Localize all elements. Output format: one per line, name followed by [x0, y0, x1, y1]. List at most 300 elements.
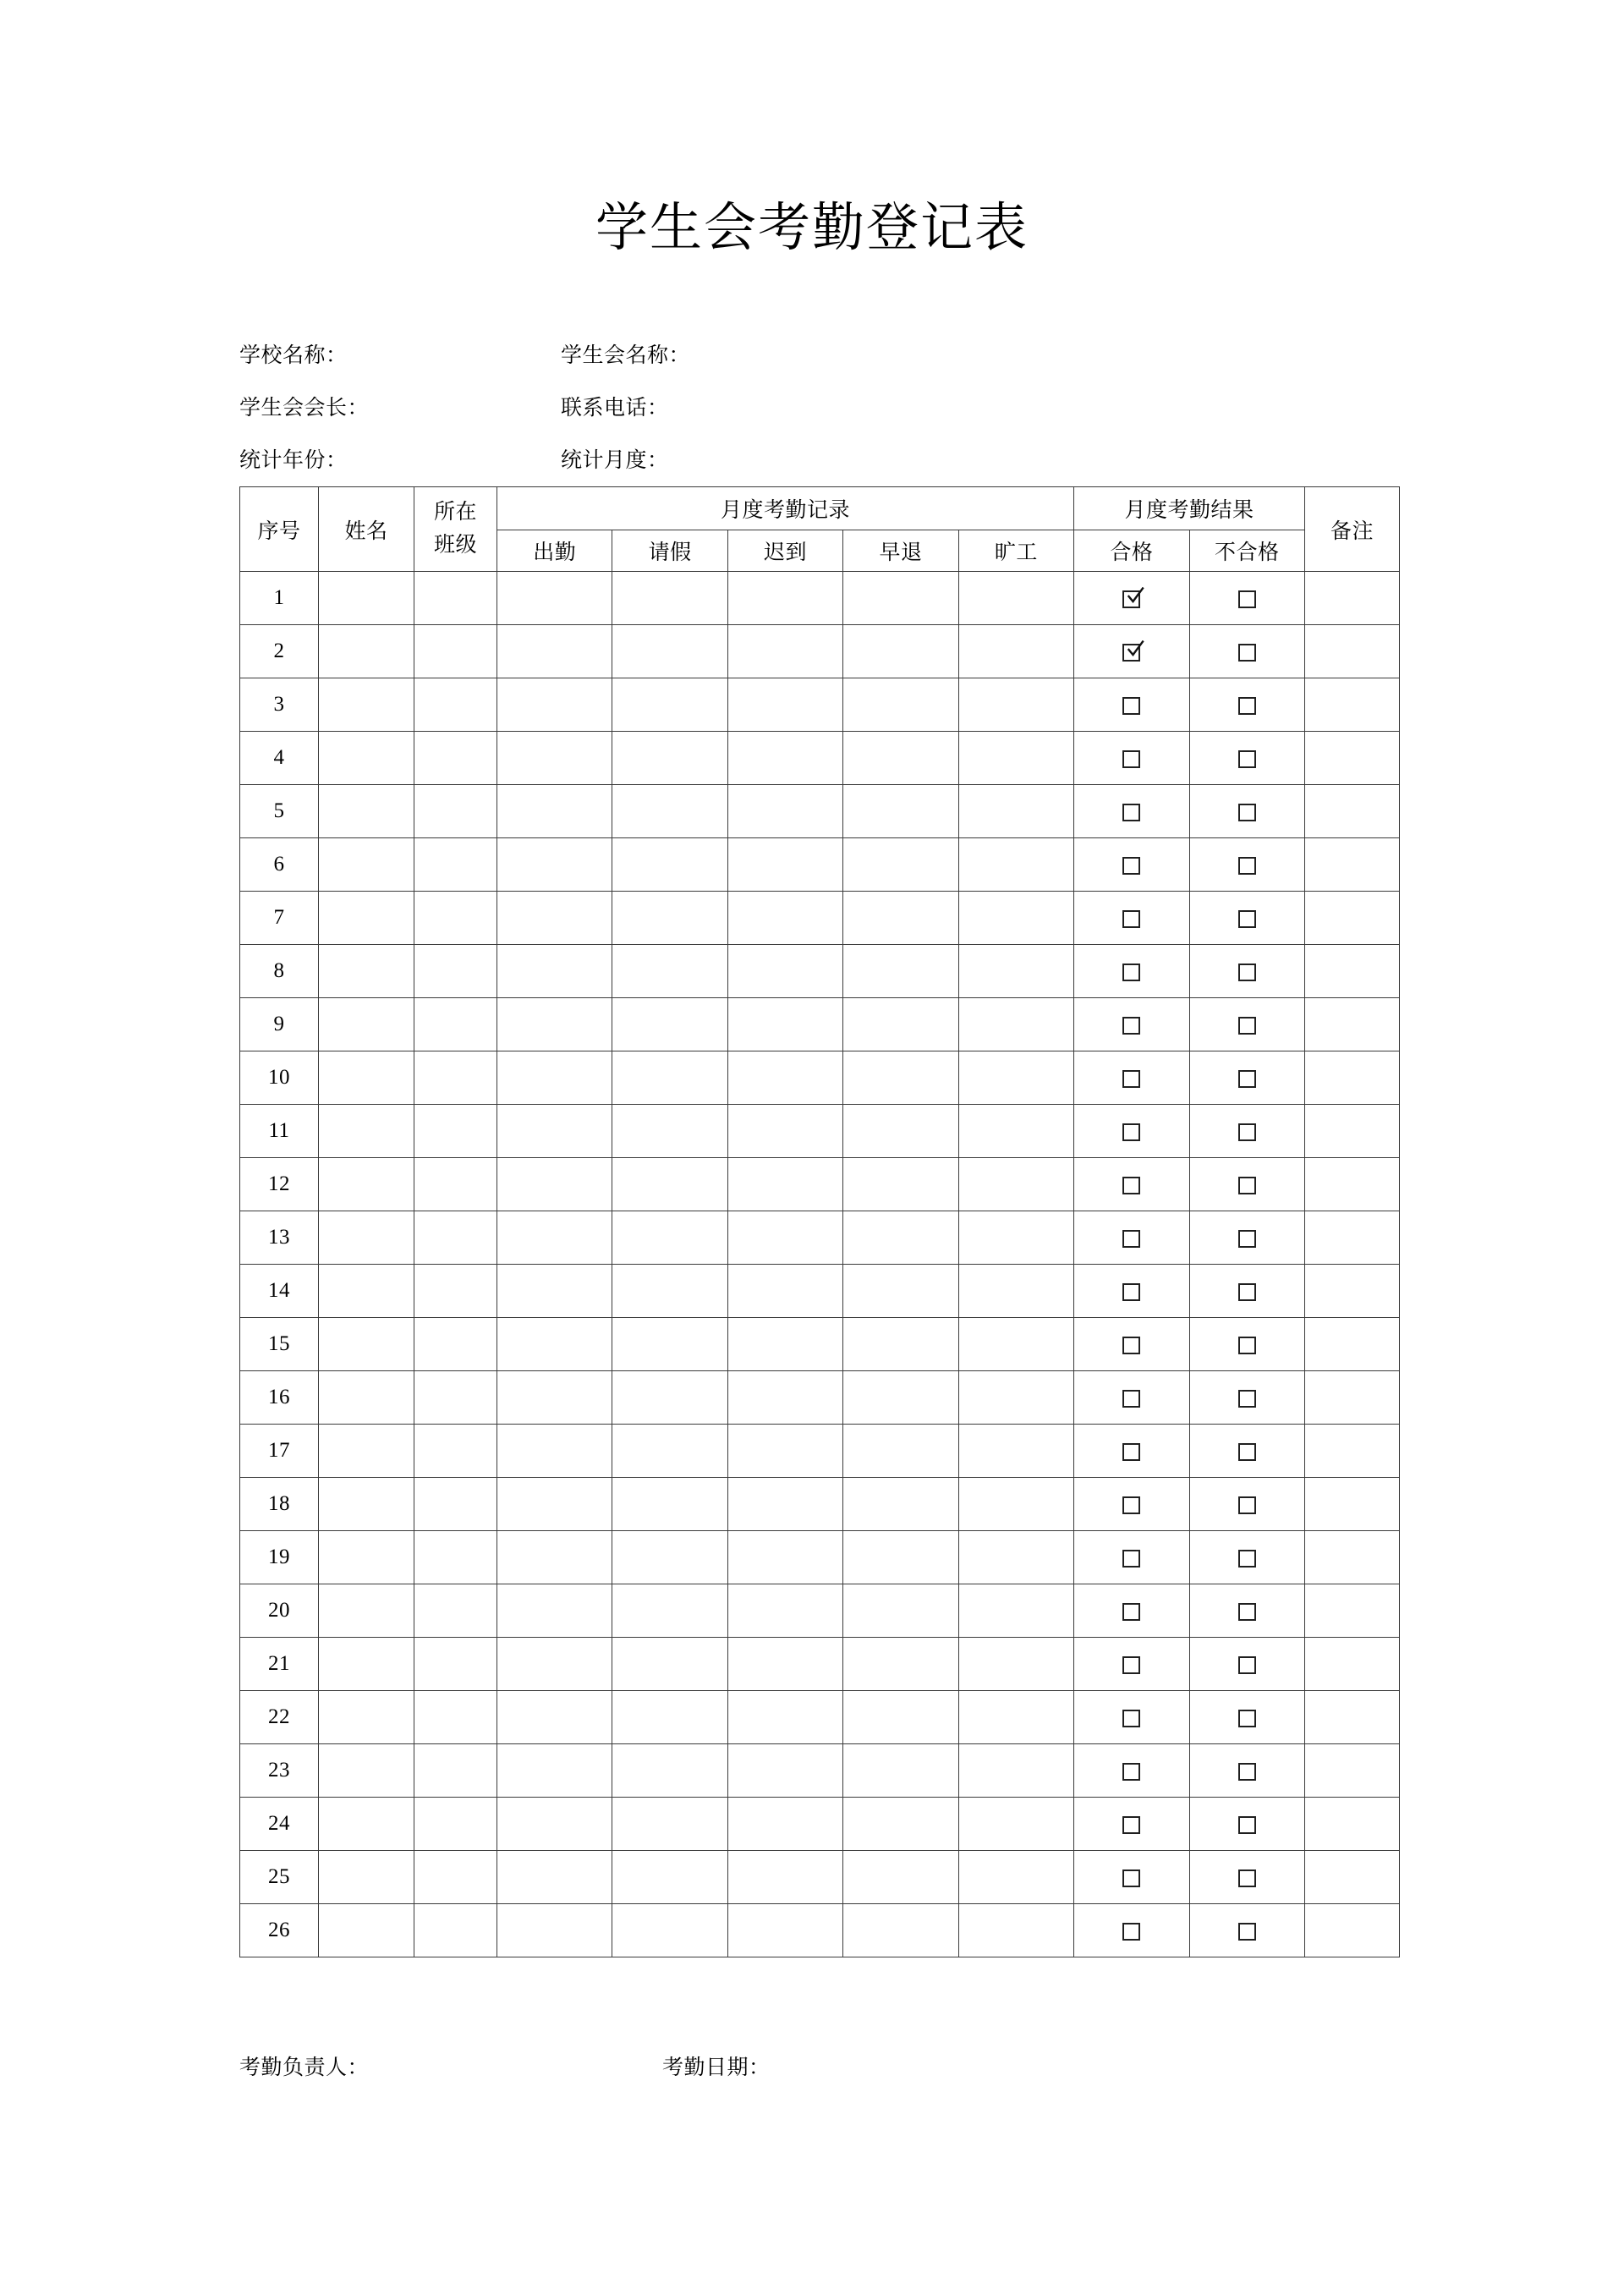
- cell-late[interactable]: [727, 625, 842, 678]
- cell-class[interactable]: [414, 1531, 497, 1584]
- result-pass-cell[interactable]: [1074, 785, 1189, 838]
- cell-present[interactable]: [497, 892, 612, 945]
- cell-late[interactable]: [727, 1265, 842, 1318]
- cell-remark[interactable]: [1305, 1904, 1400, 1957]
- result-fail-checkbox[interactable]: [1238, 1337, 1256, 1354]
- cell-name[interactable]: [319, 1371, 414, 1425]
- cell-absent[interactable]: [958, 572, 1073, 625]
- result-fail-cell[interactable]: [1189, 572, 1304, 625]
- result-fail-cell[interactable]: [1189, 1211, 1304, 1265]
- result-pass-checkbox[interactable]: [1122, 857, 1140, 875]
- result-fail-checkbox[interactable]: [1238, 1017, 1256, 1035]
- cell-name[interactable]: [319, 892, 414, 945]
- result-pass-checkbox[interactable]: [1122, 1923, 1140, 1941]
- result-pass-checkbox[interactable]: [1122, 1763, 1140, 1781]
- cell-early-leave[interactable]: [843, 892, 958, 945]
- result-fail-checkbox[interactable]: [1238, 1070, 1256, 1088]
- cell-remark[interactable]: [1305, 785, 1400, 838]
- cell-class[interactable]: [414, 1211, 497, 1265]
- cell-class[interactable]: [414, 1158, 497, 1211]
- cell-early-leave[interactable]: [843, 1051, 958, 1105]
- cell-remark[interactable]: [1305, 1691, 1400, 1744]
- cell-class[interactable]: [414, 998, 497, 1051]
- cell-leave[interactable]: [612, 945, 727, 998]
- cell-absent[interactable]: [958, 838, 1073, 892]
- cell-early-leave[interactable]: [843, 1425, 958, 1478]
- cell-absent[interactable]: [958, 1798, 1073, 1851]
- result-fail-checkbox[interactable]: [1238, 697, 1256, 715]
- cell-leave[interactable]: [612, 572, 727, 625]
- cell-leave[interactable]: [612, 1584, 727, 1638]
- cell-present[interactable]: [497, 1851, 612, 1904]
- result-pass-checkbox[interactable]: [1122, 1230, 1140, 1248]
- cell-absent[interactable]: [958, 998, 1073, 1051]
- cell-name[interactable]: [319, 572, 414, 625]
- result-pass-cell[interactable]: [1074, 838, 1189, 892]
- result-fail-cell[interactable]: [1189, 1531, 1304, 1584]
- cell-remark[interactable]: [1305, 678, 1400, 732]
- result-pass-checkbox[interactable]: [1122, 1710, 1140, 1727]
- cell-late[interactable]: [727, 1318, 842, 1371]
- result-pass-checkbox[interactable]: [1122, 1443, 1140, 1461]
- result-pass-cell[interactable]: [1074, 945, 1189, 998]
- cell-absent[interactable]: [958, 1744, 1073, 1798]
- cell-class[interactable]: [414, 1478, 497, 1531]
- cell-leave[interactable]: [612, 1425, 727, 1478]
- cell-remark[interactable]: [1305, 732, 1400, 785]
- result-fail-cell[interactable]: [1189, 1158, 1304, 1211]
- result-pass-cell[interactable]: [1074, 1798, 1189, 1851]
- cell-present[interactable]: [497, 838, 612, 892]
- cell-remark[interactable]: [1305, 625, 1400, 678]
- cell-leave[interactable]: [612, 1638, 727, 1691]
- cell-class[interactable]: [414, 1851, 497, 1904]
- cell-remark[interactable]: [1305, 1425, 1400, 1478]
- result-pass-cell[interactable]: [1074, 1531, 1189, 1584]
- cell-remark[interactable]: [1305, 1744, 1400, 1798]
- result-pass-checkbox[interactable]: [1122, 1123, 1140, 1141]
- cell-present[interactable]: [497, 1051, 612, 1105]
- cell-name[interactable]: [319, 1318, 414, 1371]
- cell-late[interactable]: [727, 1051, 842, 1105]
- cell-remark[interactable]: [1305, 1851, 1400, 1904]
- cell-leave[interactable]: [612, 732, 727, 785]
- result-fail-cell[interactable]: [1189, 1318, 1304, 1371]
- cell-early-leave[interactable]: [843, 1105, 958, 1158]
- cell-absent[interactable]: [958, 1691, 1073, 1744]
- cell-early-leave[interactable]: [843, 1478, 958, 1531]
- cell-class[interactable]: [414, 1638, 497, 1691]
- cell-leave[interactable]: [612, 998, 727, 1051]
- cell-remark[interactable]: [1305, 1478, 1400, 1531]
- cell-class[interactable]: [414, 1425, 497, 1478]
- cell-class[interactable]: [414, 625, 497, 678]
- cell-early-leave[interactable]: [843, 1265, 958, 1318]
- cell-name[interactable]: [319, 1051, 414, 1105]
- cell-absent[interactable]: [958, 732, 1073, 785]
- cell-early-leave[interactable]: [843, 1584, 958, 1638]
- cell-absent[interactable]: [958, 1904, 1073, 1957]
- result-pass-checkbox[interactable]: [1122, 1337, 1140, 1354]
- cell-name[interactable]: [319, 1798, 414, 1851]
- result-fail-checkbox[interactable]: [1238, 1230, 1256, 1248]
- result-pass-checkbox[interactable]: [1122, 697, 1140, 715]
- result-fail-cell[interactable]: [1189, 1904, 1304, 1957]
- cell-name[interactable]: [319, 1425, 414, 1478]
- cell-name[interactable]: [319, 1158, 414, 1211]
- result-pass-checkbox[interactable]: [1122, 1816, 1140, 1834]
- cell-absent[interactable]: [958, 1105, 1073, 1158]
- result-fail-checkbox[interactable]: [1238, 1656, 1256, 1674]
- cell-early-leave[interactable]: [843, 1638, 958, 1691]
- cell-name[interactable]: [319, 1211, 414, 1265]
- result-pass-checkbox[interactable]: [1122, 804, 1140, 821]
- cell-class[interactable]: [414, 678, 497, 732]
- result-fail-cell[interactable]: [1189, 678, 1304, 732]
- result-pass-cell[interactable]: [1074, 1051, 1189, 1105]
- cell-remark[interactable]: [1305, 838, 1400, 892]
- cell-present[interactable]: [497, 945, 612, 998]
- result-fail-cell[interactable]: [1189, 785, 1304, 838]
- result-pass-checkbox[interactable]: [1122, 1656, 1140, 1674]
- cell-remark[interactable]: [1305, 572, 1400, 625]
- result-fail-cell[interactable]: [1189, 732, 1304, 785]
- cell-early-leave[interactable]: [843, 1158, 958, 1211]
- cell-late[interactable]: [727, 1851, 842, 1904]
- result-fail-checkbox[interactable]: [1238, 1603, 1256, 1621]
- result-pass-checkbox[interactable]: [1122, 964, 1140, 981]
- cell-present[interactable]: [497, 1531, 612, 1584]
- cell-present[interactable]: [497, 1371, 612, 1425]
- cell-present[interactable]: [497, 1211, 612, 1265]
- cell-early-leave[interactable]: [843, 1744, 958, 1798]
- cell-name[interactable]: [319, 1691, 414, 1744]
- cell-leave[interactable]: [612, 1105, 727, 1158]
- result-fail-checkbox[interactable]: [1238, 1923, 1256, 1941]
- cell-absent[interactable]: [958, 1584, 1073, 1638]
- cell-name[interactable]: [319, 1638, 414, 1691]
- result-pass-cell[interactable]: [1074, 1904, 1189, 1957]
- cell-early-leave[interactable]: [843, 1318, 958, 1371]
- cell-remark[interactable]: [1305, 1158, 1400, 1211]
- cell-late[interactable]: [727, 1105, 842, 1158]
- cell-present[interactable]: [497, 1265, 612, 1318]
- cell-class[interactable]: [414, 732, 497, 785]
- cell-present[interactable]: [497, 678, 612, 732]
- cell-name[interactable]: [319, 732, 414, 785]
- cell-name[interactable]: [319, 1744, 414, 1798]
- cell-name[interactable]: [319, 1105, 414, 1158]
- result-pass-cell[interactable]: [1074, 1478, 1189, 1531]
- result-fail-cell[interactable]: [1189, 892, 1304, 945]
- cell-early-leave[interactable]: [843, 1851, 958, 1904]
- result-pass-cell[interactable]: [1074, 1211, 1189, 1265]
- cell-leave[interactable]: [612, 1265, 727, 1318]
- cell-remark[interactable]: [1305, 1584, 1400, 1638]
- result-pass-cell[interactable]: [1074, 1851, 1189, 1904]
- cell-absent[interactable]: [958, 1638, 1073, 1691]
- cell-leave[interactable]: [612, 1904, 727, 1957]
- result-pass-checkbox[interactable]: [1122, 1283, 1140, 1301]
- cell-late[interactable]: [727, 1158, 842, 1211]
- cell-absent[interactable]: [958, 625, 1073, 678]
- result-pass-cell[interactable]: [1074, 1265, 1189, 1318]
- cell-early-leave[interactable]: [843, 785, 958, 838]
- cell-name[interactable]: [319, 1904, 414, 1957]
- result-pass-checkbox[interactable]: [1122, 750, 1140, 768]
- cell-early-leave[interactable]: [843, 1904, 958, 1957]
- cell-present[interactable]: [497, 732, 612, 785]
- cell-class[interactable]: [414, 1691, 497, 1744]
- result-fail-cell[interactable]: [1189, 1265, 1304, 1318]
- result-fail-checkbox[interactable]: [1238, 644, 1256, 662]
- cell-name[interactable]: [319, 1265, 414, 1318]
- cell-present[interactable]: [497, 1318, 612, 1371]
- cell-remark[interactable]: [1305, 1531, 1400, 1584]
- result-fail-cell[interactable]: [1189, 625, 1304, 678]
- cell-class[interactable]: [414, 1798, 497, 1851]
- cell-remark[interactable]: [1305, 945, 1400, 998]
- cell-class[interactable]: [414, 1744, 497, 1798]
- cell-leave[interactable]: [612, 678, 727, 732]
- cell-absent[interactable]: [958, 678, 1073, 732]
- cell-leave[interactable]: [612, 1318, 727, 1371]
- result-pass-cell[interactable]: [1074, 1744, 1189, 1798]
- result-fail-checkbox[interactable]: [1238, 1283, 1256, 1301]
- cell-leave[interactable]: [612, 1691, 727, 1744]
- cell-absent[interactable]: [958, 1531, 1073, 1584]
- result-pass-cell[interactable]: [1074, 892, 1189, 945]
- result-pass-cell[interactable]: [1074, 1371, 1189, 1425]
- cell-absent[interactable]: [958, 1318, 1073, 1371]
- result-pass-checkbox[interactable]: [1122, 1070, 1140, 1088]
- cell-remark[interactable]: [1305, 1798, 1400, 1851]
- result-fail-checkbox[interactable]: [1238, 750, 1256, 768]
- cell-leave[interactable]: [612, 892, 727, 945]
- cell-class[interactable]: [414, 945, 497, 998]
- result-fail-checkbox[interactable]: [1238, 1123, 1256, 1141]
- cell-leave[interactable]: [612, 1371, 727, 1425]
- result-fail-checkbox[interactable]: [1238, 910, 1256, 928]
- cell-leave[interactable]: [612, 785, 727, 838]
- result-fail-checkbox[interactable]: [1238, 857, 1256, 875]
- cell-early-leave[interactable]: [843, 1531, 958, 1584]
- cell-present[interactable]: [497, 1744, 612, 1798]
- result-fail-cell[interactable]: [1189, 1371, 1304, 1425]
- cell-present[interactable]: [497, 785, 612, 838]
- cell-late[interactable]: [727, 838, 842, 892]
- cell-leave[interactable]: [612, 625, 727, 678]
- result-pass-cell[interactable]: [1074, 1318, 1189, 1371]
- cell-leave[interactable]: [612, 1211, 727, 1265]
- cell-class[interactable]: [414, 1318, 497, 1371]
- result-pass-cell[interactable]: [1074, 1584, 1189, 1638]
- cell-present[interactable]: [497, 1798, 612, 1851]
- cell-class[interactable]: [414, 1371, 497, 1425]
- cell-name[interactable]: [319, 1584, 414, 1638]
- cell-late[interactable]: [727, 572, 842, 625]
- cell-present[interactable]: [497, 625, 612, 678]
- cell-early-leave[interactable]: [843, 1798, 958, 1851]
- cell-late[interactable]: [727, 1531, 842, 1584]
- cell-absent[interactable]: [958, 1051, 1073, 1105]
- cell-remark[interactable]: [1305, 1211, 1400, 1265]
- cell-late[interactable]: [727, 892, 842, 945]
- result-fail-cell[interactable]: [1189, 838, 1304, 892]
- cell-late[interactable]: [727, 1478, 842, 1531]
- result-pass-checkbox[interactable]: [1122, 1869, 1140, 1887]
- cell-late[interactable]: [727, 678, 842, 732]
- cell-late[interactable]: [727, 1904, 842, 1957]
- cell-remark[interactable]: [1305, 1105, 1400, 1158]
- cell-name[interactable]: [319, 785, 414, 838]
- cell-remark[interactable]: [1305, 1638, 1400, 1691]
- cell-late[interactable]: [727, 1691, 842, 1744]
- cell-early-leave[interactable]: [843, 1371, 958, 1425]
- result-pass-checkbox[interactable]: [1122, 910, 1140, 928]
- result-fail-cell[interactable]: [1189, 1744, 1304, 1798]
- result-fail-checkbox[interactable]: [1238, 590, 1256, 608]
- cell-present[interactable]: [497, 1691, 612, 1744]
- result-fail-cell[interactable]: [1189, 1691, 1304, 1744]
- cell-early-leave[interactable]: [843, 838, 958, 892]
- result-pass-cell[interactable]: [1074, 1105, 1189, 1158]
- cell-absent[interactable]: [958, 1371, 1073, 1425]
- cell-early-leave[interactable]: [843, 1211, 958, 1265]
- result-pass-checkbox[interactable]: [1122, 1017, 1140, 1035]
- cell-late[interactable]: [727, 1638, 842, 1691]
- result-fail-cell[interactable]: [1189, 998, 1304, 1051]
- cell-remark[interactable]: [1305, 1371, 1400, 1425]
- cell-name[interactable]: [319, 838, 414, 892]
- result-pass-cell[interactable]: [1074, 732, 1189, 785]
- cell-class[interactable]: [414, 1904, 497, 1957]
- cell-leave[interactable]: [612, 1798, 727, 1851]
- result-fail-checkbox[interactable]: [1238, 1763, 1256, 1781]
- cell-class[interactable]: [414, 1584, 497, 1638]
- cell-class[interactable]: [414, 785, 497, 838]
- cell-present[interactable]: [497, 1158, 612, 1211]
- result-fail-cell[interactable]: [1189, 1638, 1304, 1691]
- cell-present[interactable]: [497, 572, 612, 625]
- cell-name[interactable]: [319, 1531, 414, 1584]
- cell-present[interactable]: [497, 1425, 612, 1478]
- cell-class[interactable]: [414, 1265, 497, 1318]
- result-fail-checkbox[interactable]: [1238, 1390, 1256, 1408]
- cell-absent[interactable]: [958, 785, 1073, 838]
- cell-early-leave[interactable]: [843, 1691, 958, 1744]
- result-pass-cell[interactable]: [1074, 1425, 1189, 1478]
- result-pass-cell[interactable]: [1074, 572, 1189, 625]
- result-fail-cell[interactable]: [1189, 1051, 1304, 1105]
- result-pass-cell[interactable]: [1074, 625, 1189, 678]
- result-fail-checkbox[interactable]: [1238, 1496, 1256, 1514]
- cell-present[interactable]: [497, 1105, 612, 1158]
- result-pass-checkbox[interactable]: [1122, 1177, 1140, 1194]
- result-pass-cell[interactable]: [1074, 1638, 1189, 1691]
- result-fail-cell[interactable]: [1189, 1584, 1304, 1638]
- cell-leave[interactable]: [612, 1051, 727, 1105]
- cell-early-leave[interactable]: [843, 945, 958, 998]
- result-fail-checkbox[interactable]: [1238, 1869, 1256, 1887]
- cell-remark[interactable]: [1305, 1265, 1400, 1318]
- result-pass-cell[interactable]: [1074, 678, 1189, 732]
- cell-leave[interactable]: [612, 1744, 727, 1798]
- cell-late[interactable]: [727, 732, 842, 785]
- cell-name[interactable]: [319, 1478, 414, 1531]
- cell-remark[interactable]: [1305, 1318, 1400, 1371]
- cell-name[interactable]: [319, 998, 414, 1051]
- cell-remark[interactable]: [1305, 892, 1400, 945]
- result-fail-checkbox[interactable]: [1238, 1443, 1256, 1461]
- result-pass-cell[interactable]: [1074, 998, 1189, 1051]
- cell-late[interactable]: [727, 1798, 842, 1851]
- cell-name[interactable]: [319, 945, 414, 998]
- cell-class[interactable]: [414, 1051, 497, 1105]
- result-pass-cell[interactable]: [1074, 1158, 1189, 1211]
- cell-early-leave[interactable]: [843, 678, 958, 732]
- cell-absent[interactable]: [958, 1265, 1073, 1318]
- result-fail-cell[interactable]: [1189, 1851, 1304, 1904]
- result-pass-checkbox[interactable]: [1122, 1390, 1140, 1408]
- cell-late[interactable]: [727, 1744, 842, 1798]
- cell-present[interactable]: [497, 998, 612, 1051]
- cell-early-leave[interactable]: [843, 732, 958, 785]
- result-fail-cell[interactable]: [1189, 945, 1304, 998]
- cell-late[interactable]: [727, 998, 842, 1051]
- cell-early-leave[interactable]: [843, 625, 958, 678]
- cell-absent[interactable]: [958, 1158, 1073, 1211]
- cell-early-leave[interactable]: [843, 998, 958, 1051]
- result-fail-cell[interactable]: [1189, 1105, 1304, 1158]
- result-pass-cell[interactable]: [1074, 1691, 1189, 1744]
- cell-leave[interactable]: [612, 838, 727, 892]
- cell-absent[interactable]: [958, 1851, 1073, 1904]
- cell-absent[interactable]: [958, 1425, 1073, 1478]
- cell-absent[interactable]: [958, 1211, 1073, 1265]
- cell-present[interactable]: [497, 1478, 612, 1531]
- result-fail-checkbox[interactable]: [1238, 804, 1256, 821]
- cell-leave[interactable]: [612, 1531, 727, 1584]
- cell-class[interactable]: [414, 572, 497, 625]
- cell-remark[interactable]: [1305, 998, 1400, 1051]
- cell-absent[interactable]: [958, 892, 1073, 945]
- result-fail-cell[interactable]: [1189, 1478, 1304, 1531]
- result-fail-checkbox[interactable]: [1238, 964, 1256, 981]
- result-fail-cell[interactable]: [1189, 1425, 1304, 1478]
- result-pass-checkbox[interactable]: [1122, 644, 1140, 662]
- result-fail-cell[interactable]: [1189, 1798, 1304, 1851]
- cell-class[interactable]: [414, 838, 497, 892]
- result-fail-checkbox[interactable]: [1238, 1816, 1256, 1834]
- cell-name[interactable]: [319, 678, 414, 732]
- cell-leave[interactable]: [612, 1478, 727, 1531]
- cell-class[interactable]: [414, 1105, 497, 1158]
- result-fail-checkbox[interactable]: [1238, 1177, 1256, 1194]
- cell-present[interactable]: [497, 1584, 612, 1638]
- cell-late[interactable]: [727, 1584, 842, 1638]
- result-fail-checkbox[interactable]: [1238, 1550, 1256, 1568]
- cell-class[interactable]: [414, 892, 497, 945]
- cell-absent[interactable]: [958, 945, 1073, 998]
- cell-name[interactable]: [319, 1851, 414, 1904]
- cell-present[interactable]: [497, 1638, 612, 1691]
- cell-absent[interactable]: [958, 1478, 1073, 1531]
- cell-late[interactable]: [727, 1425, 842, 1478]
- result-pass-checkbox[interactable]: [1122, 1496, 1140, 1514]
- result-pass-checkbox[interactable]: [1122, 1550, 1140, 1568]
- result-pass-checkbox[interactable]: [1122, 1603, 1140, 1621]
